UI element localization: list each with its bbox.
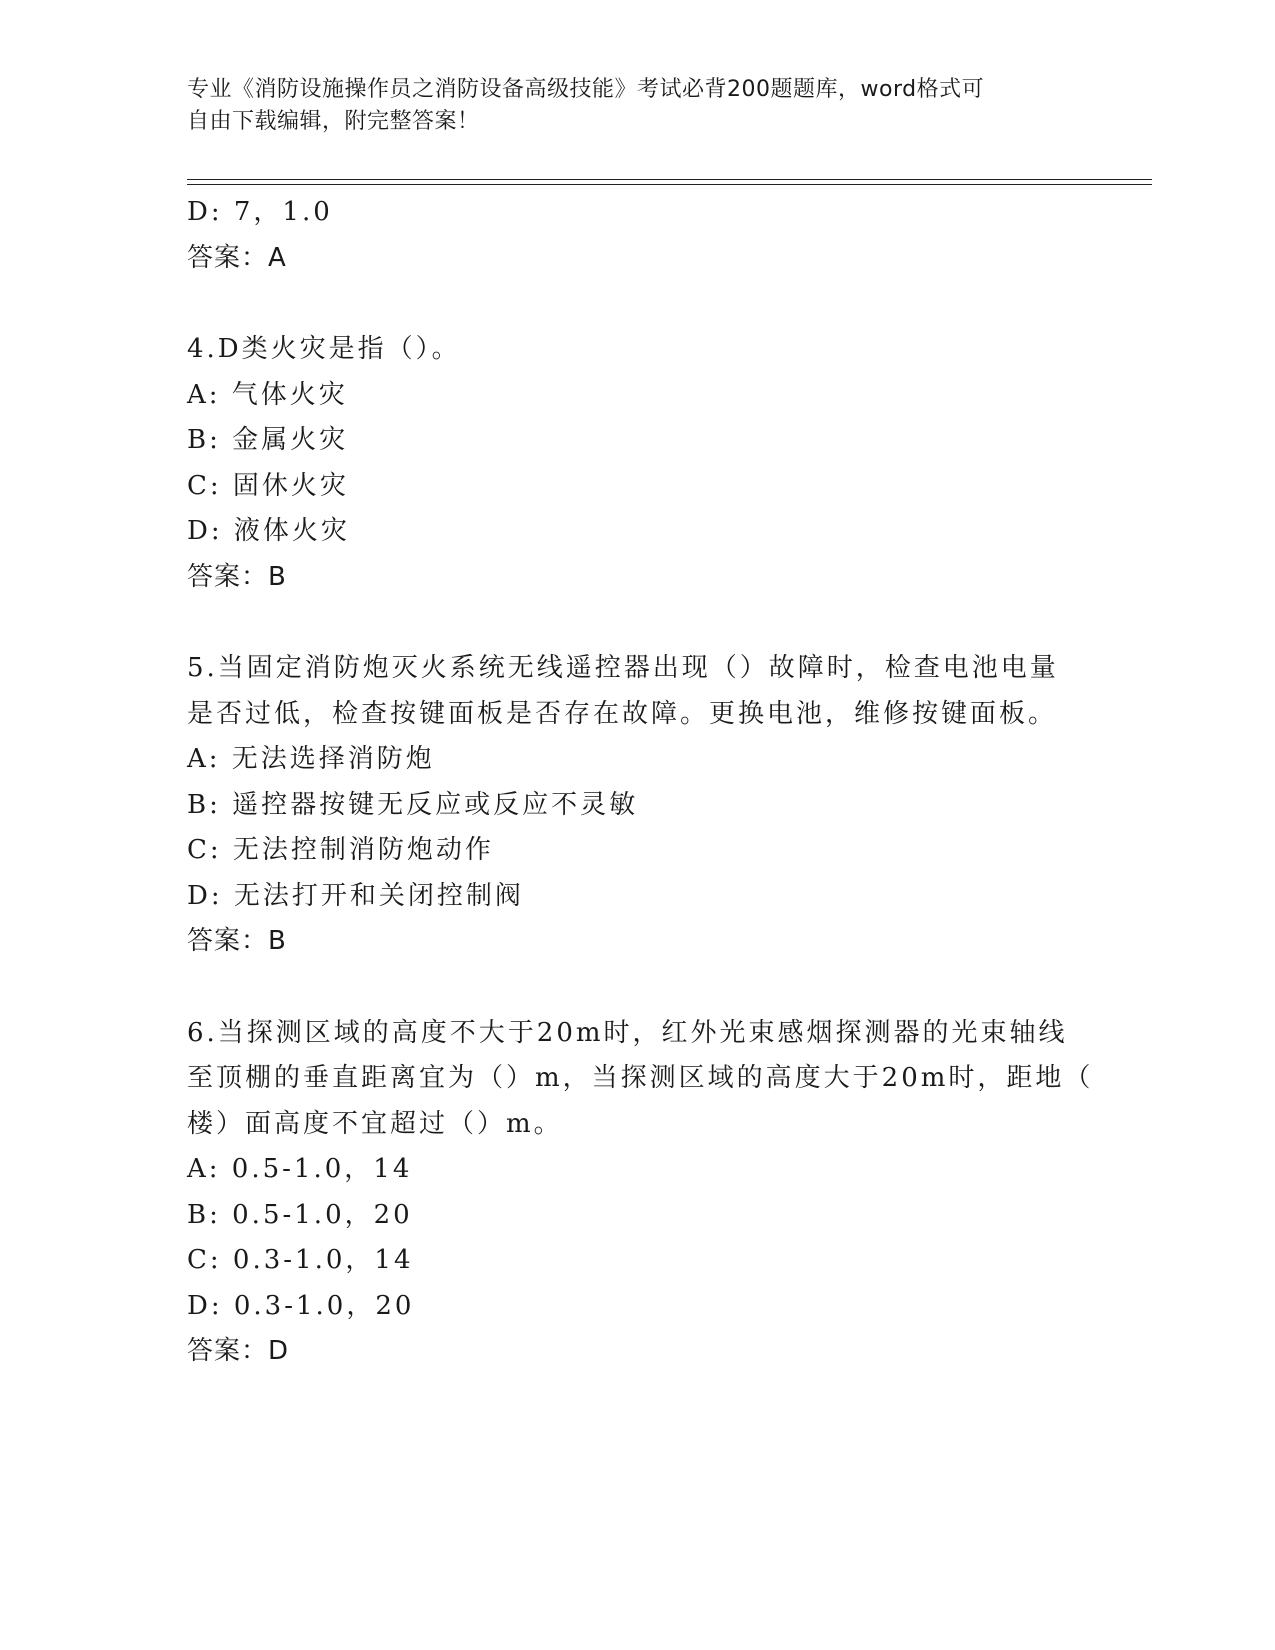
option-b: B: 0.5-1.0，20 bbox=[187, 1199, 413, 1230]
answer-line: 答案：D bbox=[187, 1336, 290, 1366]
answer-line: 答案：B bbox=[187, 926, 287, 956]
answer-line: 答案：A bbox=[187, 242, 287, 273]
header-title-line-1: 专业《消防设施操作员之消防设备高级技能》考试必背200题题库，word格式可 bbox=[187, 77, 985, 102]
option-d: D: 7，1.0 bbox=[187, 197, 333, 227]
document-header bbox=[187, 74, 1067, 138]
spacer bbox=[187, 281, 1067, 327]
answer-line: 答案：B bbox=[187, 561, 287, 592]
header-title-line-2: 自由下载编辑，附完整答案！ bbox=[187, 109, 480, 134]
option-a: A: 无法选择消防炮 bbox=[187, 744, 435, 774]
question-6 bbox=[187, 1011, 1094, 1375]
question-stem: 6.当探测区域的高度不大于20m时，红外光束感烟探测器的光束轴线 bbox=[187, 1017, 1068, 1048]
question-stem: 是否过低，检查按键面板是否存在故障。更换电池，维修按键面板。 bbox=[187, 698, 1058, 729]
question-3-tail bbox=[187, 190, 1067, 281]
header-divider-top bbox=[187, 179, 1152, 180]
spacer bbox=[187, 965, 1067, 1011]
spacer bbox=[187, 600, 1067, 646]
option-d: D: 液体火灾 bbox=[187, 516, 350, 546]
option-a: A: 气体火灾 bbox=[187, 379, 348, 410]
option-d: D: 无法打开和关闭控制阀 bbox=[187, 880, 524, 911]
question-stem: 4.D类火灾是指（）。 bbox=[187, 334, 461, 364]
question-stem: 5.当固定消防炮灭火系统无线遥控器出现（）故障时，检查电池电量 bbox=[187, 653, 1059, 683]
option-a: A: 0.5-1.0，14 bbox=[187, 1154, 413, 1184]
option-b: B: 遥控器按键无反应或反应不灵敏 bbox=[187, 789, 639, 820]
option-c: C: 0.3-1.0，14 bbox=[187, 1245, 414, 1275]
option-c: C: 固休火灾 bbox=[187, 470, 349, 501]
question-stem: 至顶棚的垂直距离宜为（）m，当探测区域的高度大于20m时，距地（ bbox=[187, 1063, 1094, 1093]
header-divider-bottom bbox=[187, 184, 1152, 185]
option-b: B: 金属火灾 bbox=[187, 425, 349, 455]
document-body bbox=[187, 190, 1094, 1375]
option-d: D: 0.3-1.0，20 bbox=[187, 1290, 415, 1321]
option-c: C: 无法控制消防炮动作 bbox=[187, 835, 494, 865]
question-5 bbox=[187, 646, 1067, 965]
question-4 bbox=[187, 327, 1067, 600]
question-stem: 楼）面高度不宜超过（）m。 bbox=[187, 1108, 563, 1139]
